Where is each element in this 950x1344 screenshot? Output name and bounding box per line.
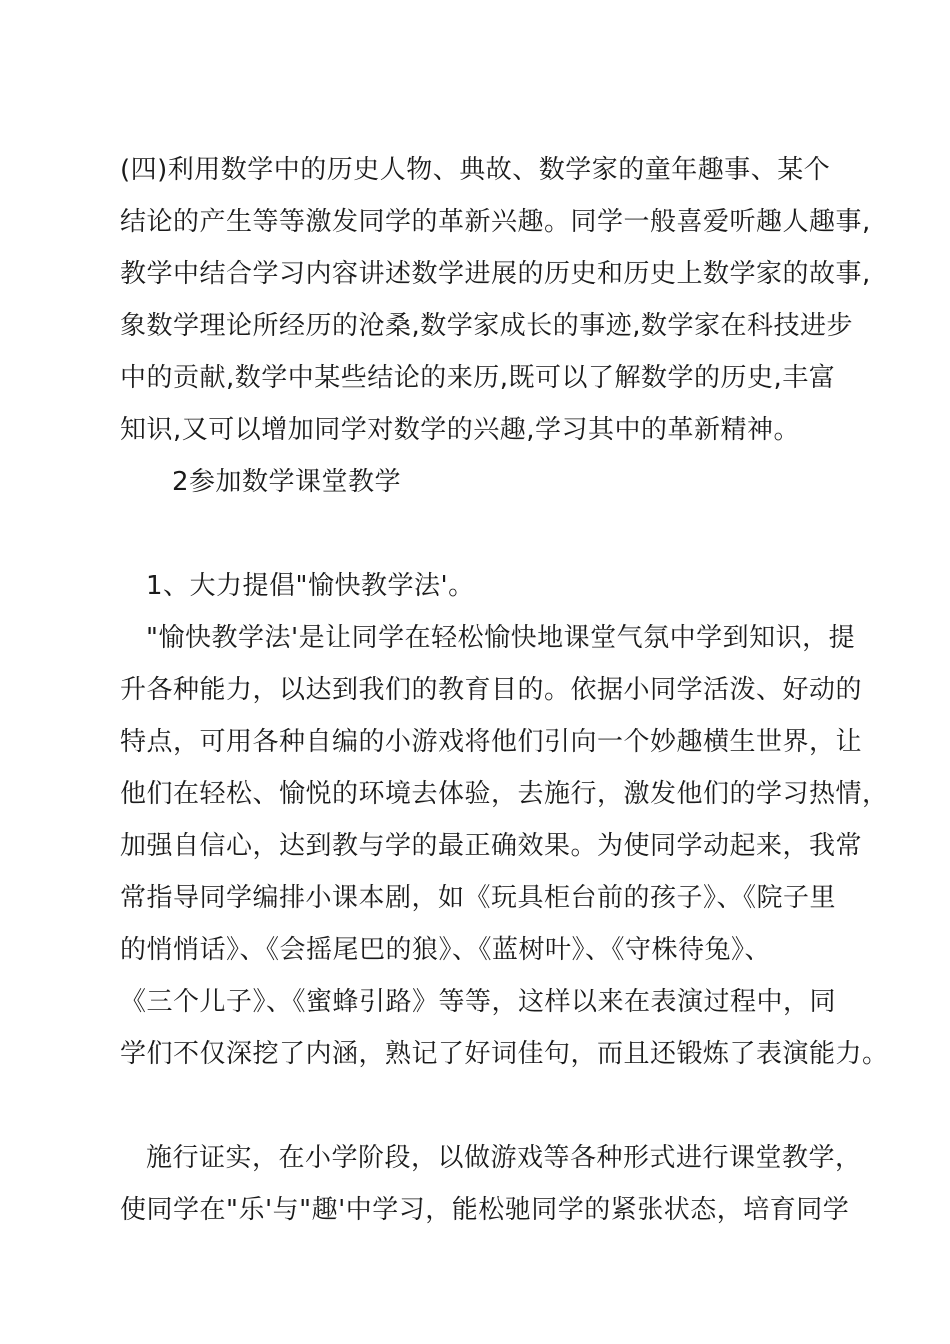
subsection-heading: 1、大力提倡"愉快教学法'。 [146, 571, 475, 601]
paragraph-line: 常指导同学编排小课本剧，如《玩具柜台前的孩子》、《院子里 [120, 883, 837, 913]
paragraph-line: 学们不仅深挖了内涵，熟记了好词佳句，而且还锻炼了表演能力。 [120, 1039, 889, 1069]
paragraph-line: 结论的产生等等激发同学的革新兴趣。同学一般喜爱听趣人趣事, [120, 207, 871, 237]
paragraph-line: 升各种能力，以达到我们的教育目的。依据小同学活泼、好动的 [120, 675, 863, 705]
paragraph-line: (四)利用数学中的历史人物、典故、数学家的童年趣事、某个 [120, 155, 831, 185]
paragraph-line: 中的贡献,数学中某些结论的来历,既可以了解数学的历史,丰富 [120, 363, 836, 393]
section-heading: 2参加数学课堂教学 [172, 467, 402, 497]
paragraph-line: 特点，可用各种自编的小游戏将他们引向一个妙趣横生世界，让 [120, 727, 863, 757]
paragraph-line: 使同学在"乐'与"趣'中学习，能松驰同学的紧张状态，培育同学 [120, 1195, 850, 1225]
paragraph-line: "愉快教学法'是让同学在轻松愉快地课堂气氛中学到知识，提 [146, 623, 856, 653]
paragraph-line: 他们在轻松、愉悦的环境去体验，去施行，激发他们的学习热情， [120, 779, 889, 809]
paragraph-line: 《三个儿子》、《蜜蜂引路》等等，这样以来在表演过程中，同 [120, 987, 837, 1017]
paragraph-line: 加强自信心，达到教与学的最正确效果。为使同学动起来，我常 [120, 831, 863, 861]
paragraph-line: 象数学理论所经历的沧桑,数学家成长的事迹,数学家在科技进步 [120, 311, 854, 341]
paragraph-line: 教学中结合学习内容讲述数学进展的历史和历史上数学家的故事, [120, 259, 871, 289]
paragraph-line: 施行证实，在小学阶段，以做游戏等各种形式进行课堂教学， [146, 1143, 862, 1173]
paragraph-line: 知识,又可以增加同学对数学的兴趣,学习其中的革新精神。 [120, 415, 801, 445]
paragraph-line: 的悄悄话》、《会摇尾巴的狼》、《蓝树叶》、《守株待兔》、 [120, 935, 772, 965]
